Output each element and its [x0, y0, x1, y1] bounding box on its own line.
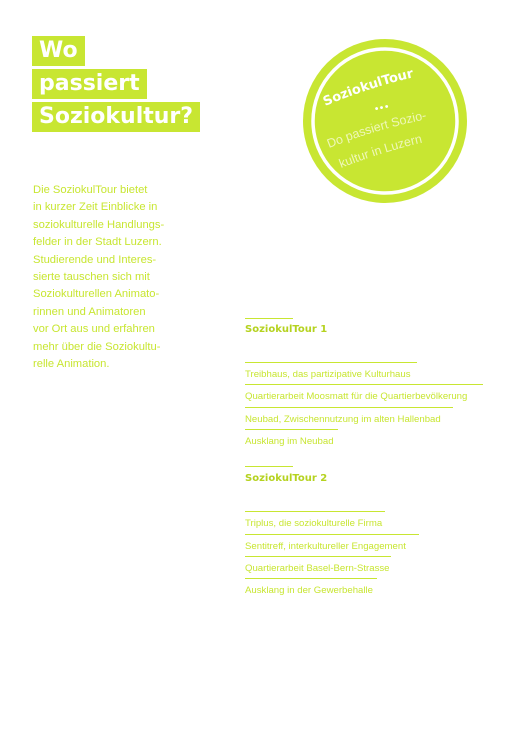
intro-line: in kurzer Zeit Einblicke in [33, 201, 158, 214]
tour-2-title: SoziokulTour 2 [245, 473, 328, 484]
intro-line: sierte tauschen sich mit [33, 271, 150, 284]
tour-1-title: SoziokulTour 1 [245, 324, 328, 335]
intro-line: soziokulturelle Handlungs- [33, 218, 165, 231]
badge-separator: ••• [373, 102, 391, 114]
intro-line: felder in der Stadt Luzern. [33, 236, 162, 249]
tour-2-stop: Ausklang in der Gewerbehalle [245, 585, 373, 596]
intro-paragraph [33, 182, 188, 373]
divider [245, 429, 338, 430]
intro-line: Die SoziokulTour bietet [33, 184, 148, 196]
headline-line-1: Wo [32, 36, 85, 66]
tour-1-stop: Neubad, Zwischennutzung im alten Hallenbad [245, 414, 441, 425]
divider [245, 578, 377, 579]
badge-title: SoziokulTour [320, 66, 415, 110]
headline-line-2: passiert [32, 69, 147, 99]
intro-line: rinnen und Animatoren [33, 305, 146, 318]
divider [245, 556, 391, 557]
intro-line: Studierende und Interes- [33, 253, 157, 266]
divider [245, 511, 385, 512]
badge-line-2: kultur in Luzern [337, 131, 424, 171]
intro-line: vor Ort aus und erfahren [33, 323, 155, 336]
badge-line-1: Do passiert Sozio- [324, 108, 428, 151]
divider [245, 534, 419, 535]
intro-line: mehr über die Soziokultu- [33, 340, 161, 353]
intro-line: Soziokulturellen Animato- [33, 288, 160, 301]
divider [245, 318, 293, 319]
divider [245, 362, 417, 363]
tour-2-stop: Sentitreff, interkultureller Engagement [245, 541, 406, 552]
tour-2-stop: Triplus, die soziokulturelle Firma [245, 518, 383, 529]
headline-line-3: Soziokultur? [32, 102, 200, 132]
tour-1-stop: Quartierarbeit Moosmatt für die Quartierbevölkerung [245, 391, 468, 402]
divider [245, 384, 483, 385]
intro-line: relle Animation. [33, 358, 110, 371]
tour-2-stop: Quartierarbeit Basel-Bern-Strasse [245, 563, 390, 574]
tour-1-stop: Treibhaus, das partizipative Kulturhaus [245, 369, 411, 380]
divider [245, 407, 453, 408]
divider [245, 466, 293, 467]
tour-1-stop: Ausklang im Neubad [245, 436, 334, 447]
